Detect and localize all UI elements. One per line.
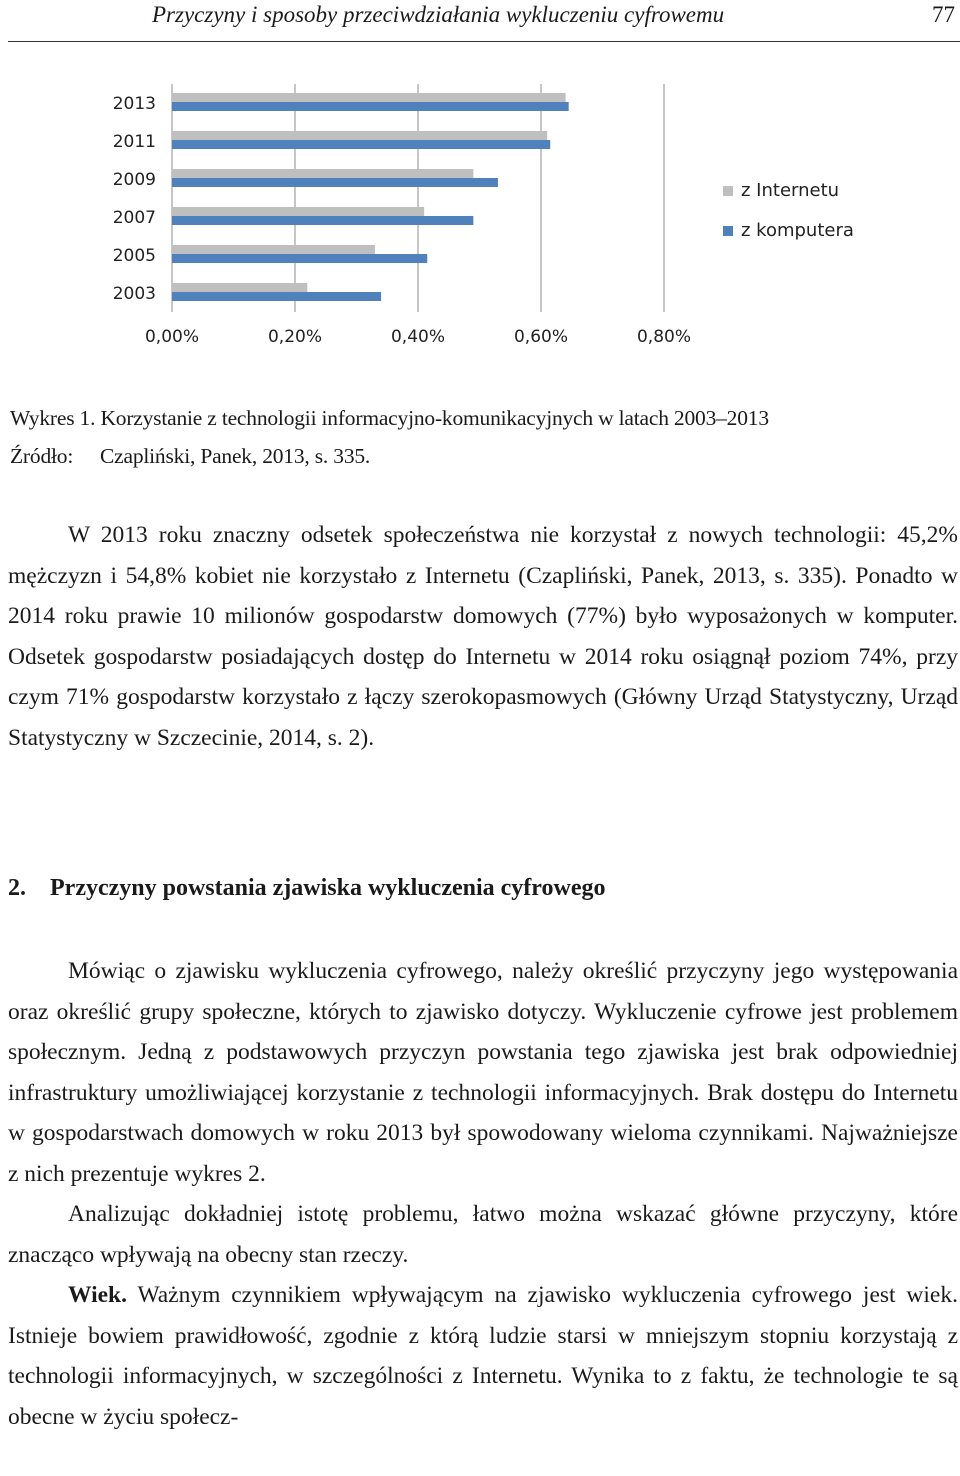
legend-swatch xyxy=(723,186,733,196)
y-tick-label: 2009 xyxy=(112,170,156,190)
y-tick-label: 2011 xyxy=(112,132,156,152)
source-text: Czapliński, Panek, 2013, s. 335. xyxy=(100,444,371,468)
x-tick-label: 0,00% xyxy=(144,327,200,347)
bar-komputer xyxy=(172,216,473,225)
body-text-1 xyxy=(8,515,958,758)
running-title: Przyczyny i sposoby przeciwdziałania wykluczeniu cyfrowemu xyxy=(152,2,725,27)
y-tick-label: 2003 xyxy=(112,284,156,304)
bar-komputer xyxy=(172,178,498,187)
bar-komputer xyxy=(172,140,550,149)
paragraph: W 2013 roku znaczny odsetek społeczeństwa nie korzystał z nowych technologii: 45,2% mężczyzn i 54,8% kobiet nie korzystało z Internetu (Czapliński, Panek, 2013, s. 335). Ponadto w 2014 roku prawie 10 milionów gospodarstw domowych (77%) było wyposażonych w komputer. Odsetek gospodarstw posiadających dostęp do Internetu w 2014 roku osiągnął poziom 74%, przy czym 71% gospodarstw korzystało z łączy szerokopasmowych (Główny Urząd Statystyczny, Urząd Statystyczny w Szczecinie, 2014, s. 2). xyxy=(8,522,958,751)
bar-internet xyxy=(172,245,375,254)
paragraph: Analizując dokładniej istotę problemu, łatwo można wskazać główne przyczyny, które znacząco wpływają na obecny stan rzeczy. xyxy=(8,1201,958,1268)
bar-internet xyxy=(172,93,566,102)
x-tick-label: 0,80% xyxy=(636,327,692,347)
section-heading xyxy=(8,875,606,902)
lead-term: Wiek. xyxy=(68,1282,127,1308)
bar-komputer xyxy=(172,102,569,111)
paragraph: Mówiąc o zjawisku wykluczenia cyfrowego, należy określić przyczyny jego występowania oraz określić grupy społeczne, których to zjawisko dotyczy. Wykluczenie cyfrowe jest problemem społecznym. Jedną z podstawowych przyczyn powstania tego zjawiska jest brak odpowiedniej infrastruktury umożliwiającej korzystanie z technologii informacyjnych. Brak dostępu do Internetu w gospodarstwach domowych w roku 2013 był spowodowany wieloma czynnikami. Najważniejsze z nich prezentuje wykres 2. xyxy=(8,958,958,1187)
x-tick-label: 0,20% xyxy=(267,327,323,347)
running-header xyxy=(0,0,960,42)
legend-swatch xyxy=(723,226,733,236)
header-rule xyxy=(8,41,960,42)
figure-caption: Wykres 1. Korzystanie z technologii informacyjno-komunikacyjnych w latach 2003–2013 xyxy=(10,406,769,430)
bar-internet xyxy=(172,169,473,178)
section-number: 2. xyxy=(8,875,26,901)
y-tick-label: 2005 xyxy=(112,246,156,266)
bar-internet xyxy=(172,207,424,216)
bar-komputer xyxy=(172,254,427,263)
x-tick-label: 0,40% xyxy=(390,327,446,347)
paragraph xyxy=(8,1275,958,1437)
bar-internet xyxy=(172,131,547,140)
y-tick-label: 2013 xyxy=(112,94,156,114)
bar-internet xyxy=(172,283,307,292)
section-title: Przyczyny powstania zjawiska wykluczenia cyfrowego xyxy=(50,875,606,901)
x-tick-label: 0,60% xyxy=(513,327,569,347)
legend-label: z komputera xyxy=(741,220,854,241)
paragraph-text: Ważnym czynnikiem wpływającym na zjawisko wykluczenia cyfrowego jest wiek. Istnieje bowiem prawidłowość, zgodnie z którą ludzie starsi w mniejszym stopniu korzystają z technologii informacyjnych, w szczególności z Internetu. Wynika to z faktu, że technologie te są obecne w życiu społecz- xyxy=(8,1282,958,1430)
page-number: 77 xyxy=(932,2,955,27)
source-label: Źródło: xyxy=(10,444,74,468)
y-tick-label: 2007 xyxy=(112,208,156,228)
body-text-2 xyxy=(8,951,958,1437)
bar-chart xyxy=(0,60,960,360)
figure-source xyxy=(10,444,370,469)
chart-1 xyxy=(0,60,960,360)
bar-komputer xyxy=(172,292,381,301)
legend-label: z Internetu xyxy=(741,180,840,201)
